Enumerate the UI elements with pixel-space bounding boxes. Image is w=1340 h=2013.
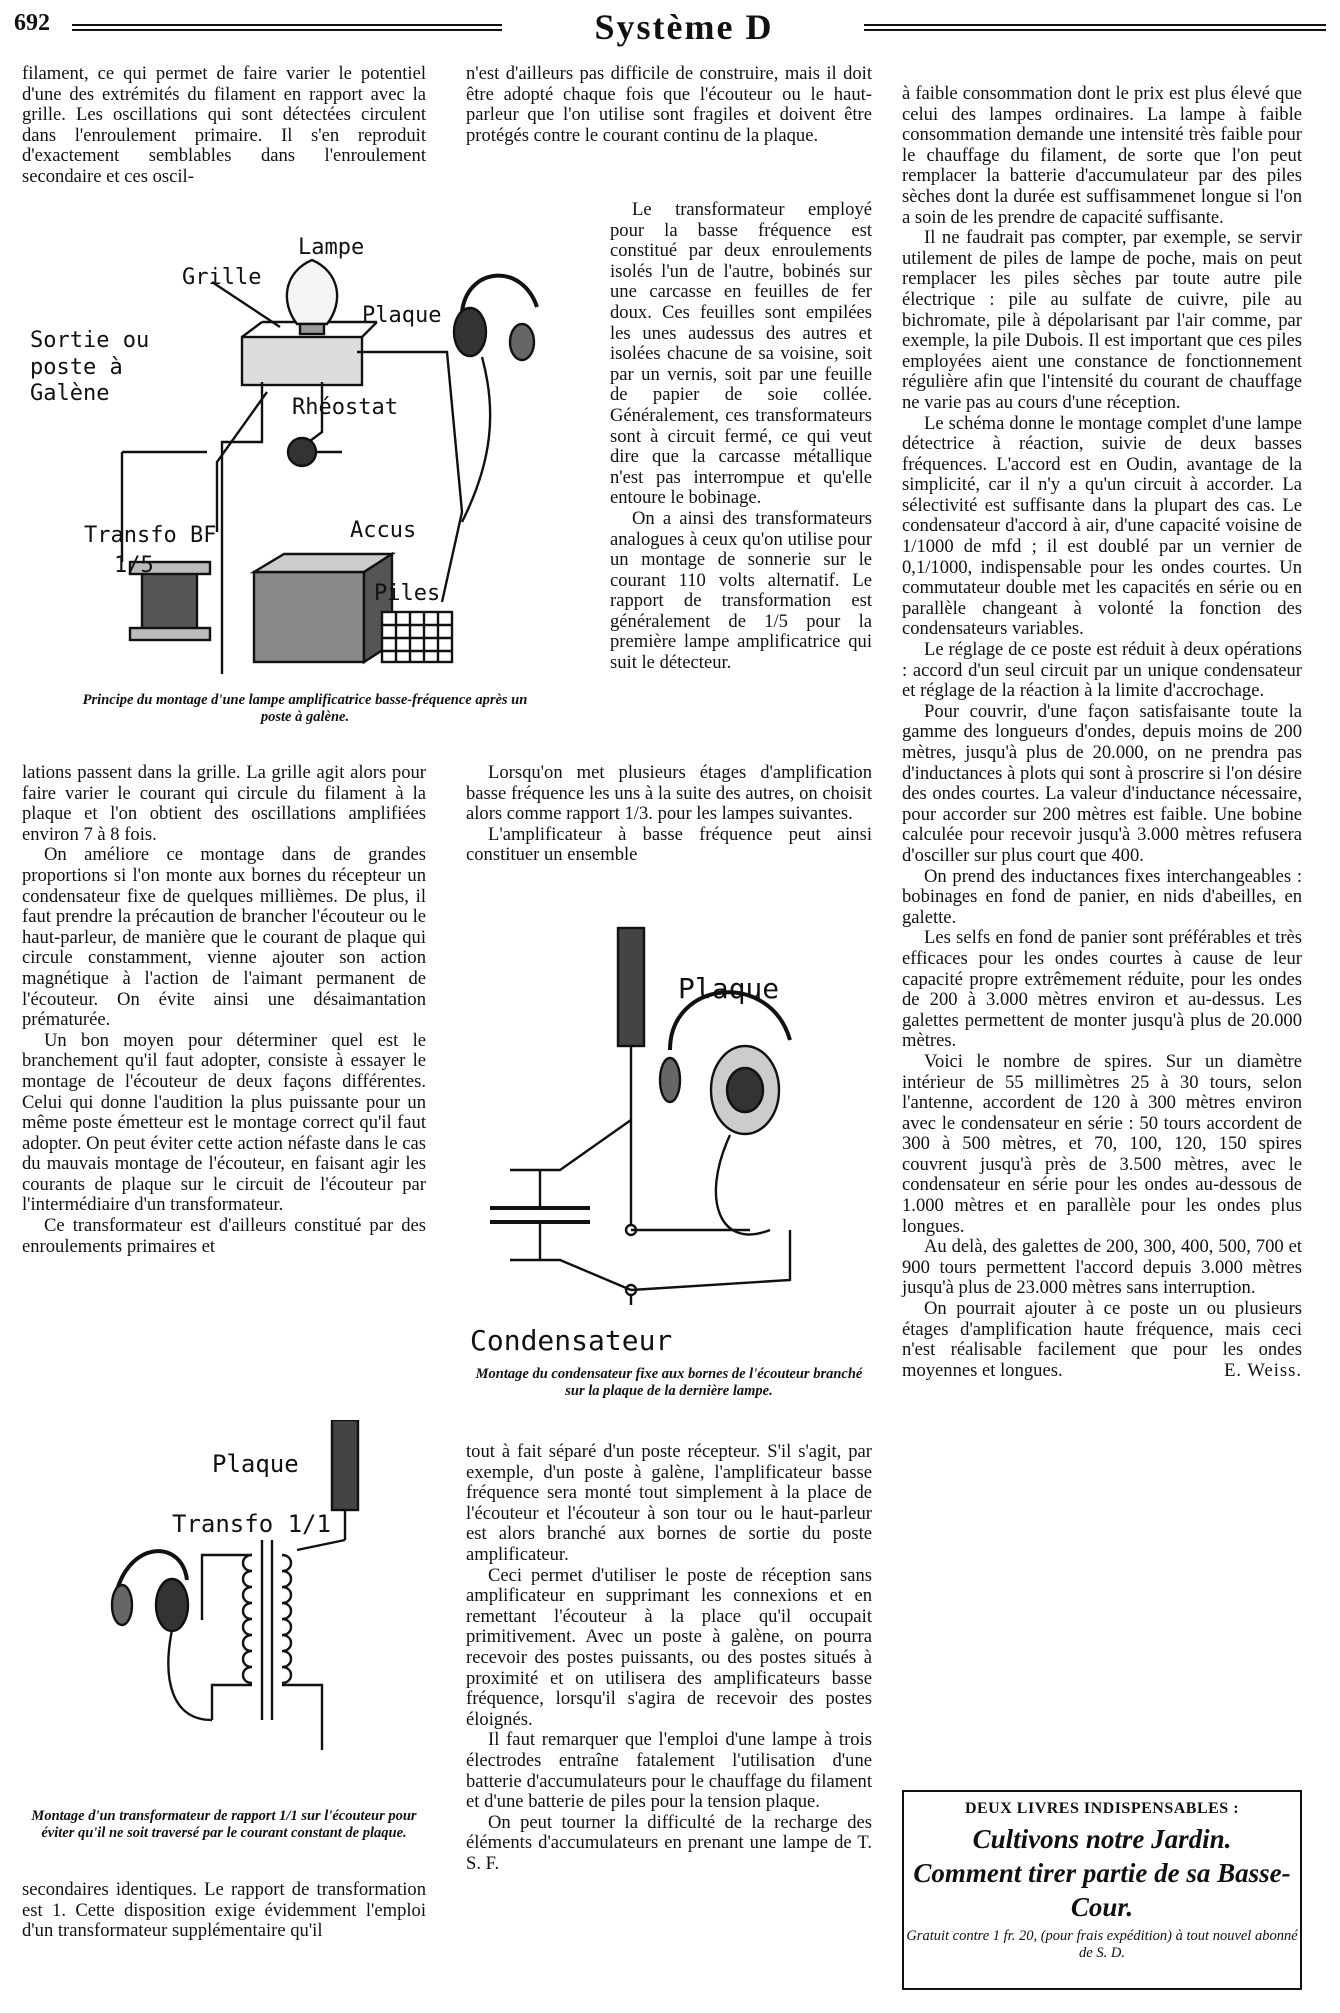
figure-1-caption: Principe du montage d'une lampe amplificatrice basse-fréquence après un poste à galène. [82,692,528,725]
paragraph: Voici le nombre de spires. Sur un diamètre intérieur de 55 millimètres 25 à 30 tours, selon l'antenne, accordent de 120 à 300 mètres environ avec le condensateur en série : 50 tours accordent de 300 à 500 mètres, et 70, 100, 120, 150 spires couvrent jusqu'à près de 3.500 mètres, avec le condensateur en série pour les ondes au-dessous de 1.000 mètres et en parallèle pour les ondes plus longues. [902,1050,1302,1237]
ad-title-2: Comment tirer partie de sa Basse-Cour. [913,1858,1291,1922]
paragraph: On améliore ce montage dans de grandes proportions si l'on monte aux bornes du récepteur un condensateur fixe de quelques millièmes. De plus, il faut prendre la précaution de brancher l'écouteur ou le haut-parleur, de manière que le courant de plaque qui circule constamment, vienne ajouter son action magnétique à l'action de l'aimant permanent de l'écouteur. On évite ainsi une désaimantation prématurée. [22,844,426,1031]
header-rule-right [864,24,1326,31]
paragraph: secondaires identiques. Le rapport de transformation est 1. Cette disposition exige évidemment l'emploi d'un transformateur supplémentaire qu'il [22,1879,426,1942]
paragraph: Le transformateur employé pour la basse fréquence est constitué par deux enroulements isolés l'un de l'autre, bobinés sur une carcasse en feuilles de fer doux. Ces feuilles sont empilées les unes audessus des autres et isolées chacune de sa voisine, soit par un vernis, soit par une feuille de papier de soie collée. Généralement, ces transformateurs sont à circuit fermé, ce qui veut dire que la carcasse métallique n'est pas interrompue et qu'elle entoure le bobinage. [610,199,872,509]
figure-amplifier-diagram [22,232,546,674]
column-3 [902,84,1302,1381]
paragraph: lations passent dans la grille. La grille agit alors pour faire varier le courant qui circule du filament à la plaque et l'on obtient des oscillations amplifiées environ 7 à 8 fois. [22,762,426,845]
transformer-illustration [22,1420,426,1800]
paragraph: On prend des inductances fixes interchangeables : bobinages en fond de panier, en nids d'abeilles, en galette. [902,865,1302,928]
figure-transformer-diagram [22,1420,426,1800]
label-sortie-3: Galène [30,381,110,406]
column-1-bottom [22,1880,426,1942]
condenser-illustration [470,920,870,1360]
label-plaque: Plaque [362,303,442,328]
label-sortie-2: poste à [30,355,123,380]
label-piles: Piles [374,581,441,606]
page-header [14,6,1326,52]
paragraph: Ceci permet d'utiliser le poste de réception sans amplificateur en supprimant les connexions et en remettant l'écouteur à la place qu'il occupait primitivement. Avec un poste à galène, on pourra recevoir des postes puissants, ou des postes situés à proximité et on utilisera des amplificateurs basse fréquence, lorsqu'il s'agira de recevoir des postes éloignés. [466,1564,872,1730]
paragraph: Il faut remarquer que l'emploi d'une lampe à trois électrodes entraîne fatalement l'utilisation d'une batterie d'accumulateurs pour le chauffage du filament et d'une batterie de piles pour la tension plaque. [466,1729,872,1813]
label-plaque: Plaque [212,1450,299,1478]
paragraph: Un bon moyen pour déterminer quel est le branchement qu'il faut adopter, consiste à essayer le montage de l'écouteur de deux façons différentes. Celui qui donne l'audition la plus puissante pour un même poste émetteur est le montage correct qu'il faut adopter. On peut éviter cette action néfaste dans le cas du mauvais montage de l'écouteur, en faisant agir les courants de plaque sur le circuit de l'écouteur par l'intermédiaire d'un transformateur. [22,1029,426,1216]
paragraph: Pour couvrir, d'une façon satisfaisante toute la gamme des longueurs d'ondes, depuis moins de 200 mètres, jusqu'à plus de 20.000, on ne prendra pas d'inductances à plots qui sont à proscrire si l'on désire des ondes courtes. La valeur d'inductance nécessaire, pour accorder sur 200 mètres est faible. Une bobine calculée pour recevoir jusqu'à 3.000 mètres refusera d'osciller sur plus court que 400. [902,700,1302,866]
ad-title-1: Cultivons notre Jardin. [972,1824,1232,1854]
label-grille: Grille [182,265,262,290]
journal-title: Système D [594,7,774,47]
author-signature: E. Weiss. [1224,1359,1302,1381]
column-2-top [466,64,872,146]
paragraph: Il ne faudrait pas compter, par exemple, se servir utilement de piles de lampe de poche, mais on peut remplacer les piles sèches par toute autre pile électrique : pile au sulfate de cuivre, pile au bichromate, pile à dépolarisant par l'air comme, par exemple, la pile Dubois. Il est important que ces piles employées aient une constance de fonctionnement régulière afin que l'intensité du courant de chauffage ne varie pas au cours d'une réception. [902,227,1302,413]
page-number: 692 [14,10,50,36]
figure-2-caption: Montage du condensateur fixe aux bornes de l'écouteur branché sur la plaque de la dernière lampe. [475,1366,863,1399]
amplifier-illustration [22,232,546,674]
label-transfo: Transfo BF [84,523,217,548]
paragraph: Le réglage de ce poste est réduit à deux opérations : accord d'un seul circuit par un unique condensateur et réglage de la réaction à la limite d'accrochage. [902,639,1302,702]
label-sortie-1: Sortie ou [30,328,150,353]
column-1-top [22,64,426,188]
ad-heading: DEUX LIVRES INDISPENSABLES : [964,1800,1240,1817]
paragraph: Les selfs en fond de panier sont préférables et très efficaces pour les ondes courtes à cause de leur capacité propre extrêmement réduite, pour les ondes de 200 à 3.000 mètres environ et au-dessus. Les galettes permettent de monter jusqu'à plus de 20.000 mètres. [902,927,1302,1052]
label-ratio: 1/5 [114,553,154,578]
column-1-middle [22,763,426,1257]
column-2-middle [466,763,872,866]
paragraph: Le schéma donne le montage complet d'une lampe détectrice à réaction, suivie de deux basses fréquences. L'accord est en Oudin, avantage de la simplicité, car il n'y a qu'un circuit à accorder. La sélectivité est suffisante dans la plupart des cas. Le condensateur d'accord à air, d'une capacité voisine de 1/1000 de mfd ; il est doublé par un vernier de 0,1/1000, indispensable pour les ondes courtes. Un commutateur double met les capacités en série ou en parallèle changeant à volonté la fonction des condensateurs variables. [902,412,1302,640]
paragraph: L'amplificateur à basse fréquence peut ainsi constituer un ensemble [466,823,872,866]
paragraph: filament, ce qui permet de faire varier le potentiel d'une des extrémités du filament en rapport avec la grille. Les oscillations qui sont détectées circulent dans l'enroulement primaire. Il s'en reproduit d'exactement semblables dans l'enroulement secondaire et ces oscil- [22,63,426,187]
paragraph: n'est d'ailleurs pas difficile de construire, mais il doit être adopté chaque fois que l'écouteur ou le haut-parleur que l'on utilise sont fragiles et doivent être protégés contre le courant continu de la plaque. [466,63,872,146]
figure-condenser-diagram [470,920,870,1360]
paragraph-text: On pourrait ajouter à ce poste un ou plusieurs étages d'amplification haute fréquence, mais ceci n'est réalisable facilement que pour les ondes moyennes et longues. [902,1298,1302,1381]
label-rheostat: Rhéostat [292,395,398,420]
label-plaque: Plaque [678,972,780,1005]
paragraph: tout à fait séparé d'un poste récepteur. S'il s'agit, par exemple, d'un poste à galène, l'amplificateur basse fréquence sera monté tout simplement à la place de l'écouteur et l'écouteur à son tour ou le haut-parleur est alors branché aux bornes de sortie du poste amplificateur. [466,1441,872,1565]
ad-footer: Gratuit contre 1 fr. 20, (pour frais expédition) à tout nouvel abonné de S. D. [906,1928,1298,1961]
paragraph: On peut tourner la difficulté de la recharge des éléments d'accumulateurs en prenant une lampe de T. S. F. [466,1811,872,1874]
header-rule-left [72,24,502,31]
book-advertisement [902,1790,1302,1990]
column-2-bottom [466,1442,872,1874]
column-2-wrap [610,200,872,674]
paragraph: à faible consommation dont le prix est plus élevé que celui des lampes ordinaires. La lampe à faible consommation demande une intensité très faible pour le chauffage du filament, de sorte que l'on peut remplacer la batterie d'accumulateur par des piles sèches dont la durée est suffisammenet longue si l'on a soin de les prendre de capacité suffisante. [902,83,1302,228]
label-lampe: Lampe [298,235,365,260]
paragraph: Au delà, des galettes de 200, 300, 400, 500, 700 et 900 tours permettent l'accord depuis 3.000 mètres jusqu'à plus de 23.000 mètres sans interruption. [902,1236,1302,1299]
paragraph: Lorsqu'on met plusieurs étages d'amplification basse fréquence les uns à la suite des autres, on choisit alors comme rapport 1/3. pour les lampes suivantes. [466,762,872,825]
paragraph [902,1299,1302,1381]
paragraph: Ce transformateur est d'ailleurs constitué par des enroulements primaires et [22,1215,426,1257]
paragraph: On a ainsi des transformateurs analogues à ceux qu'on utilise pour un montage de sonnerie sur le courant 110 volts alternatif. Le rapport de transformation est généralement de 1/5 pour la première lampe amplificatrice qui suit le détecteur. [610,507,872,674]
label-condensateur: Condensateur [470,1324,673,1357]
label-accus: Accus [350,518,417,543]
label-transfo: Transfo 1/1 [172,1510,331,1538]
figure-3-caption: Montage d'un transformateur de rapport 1/1 sur l'écouteur pour éviter qu'il ne soit traversé par le courant constant de plaque. [31,1808,417,1841]
